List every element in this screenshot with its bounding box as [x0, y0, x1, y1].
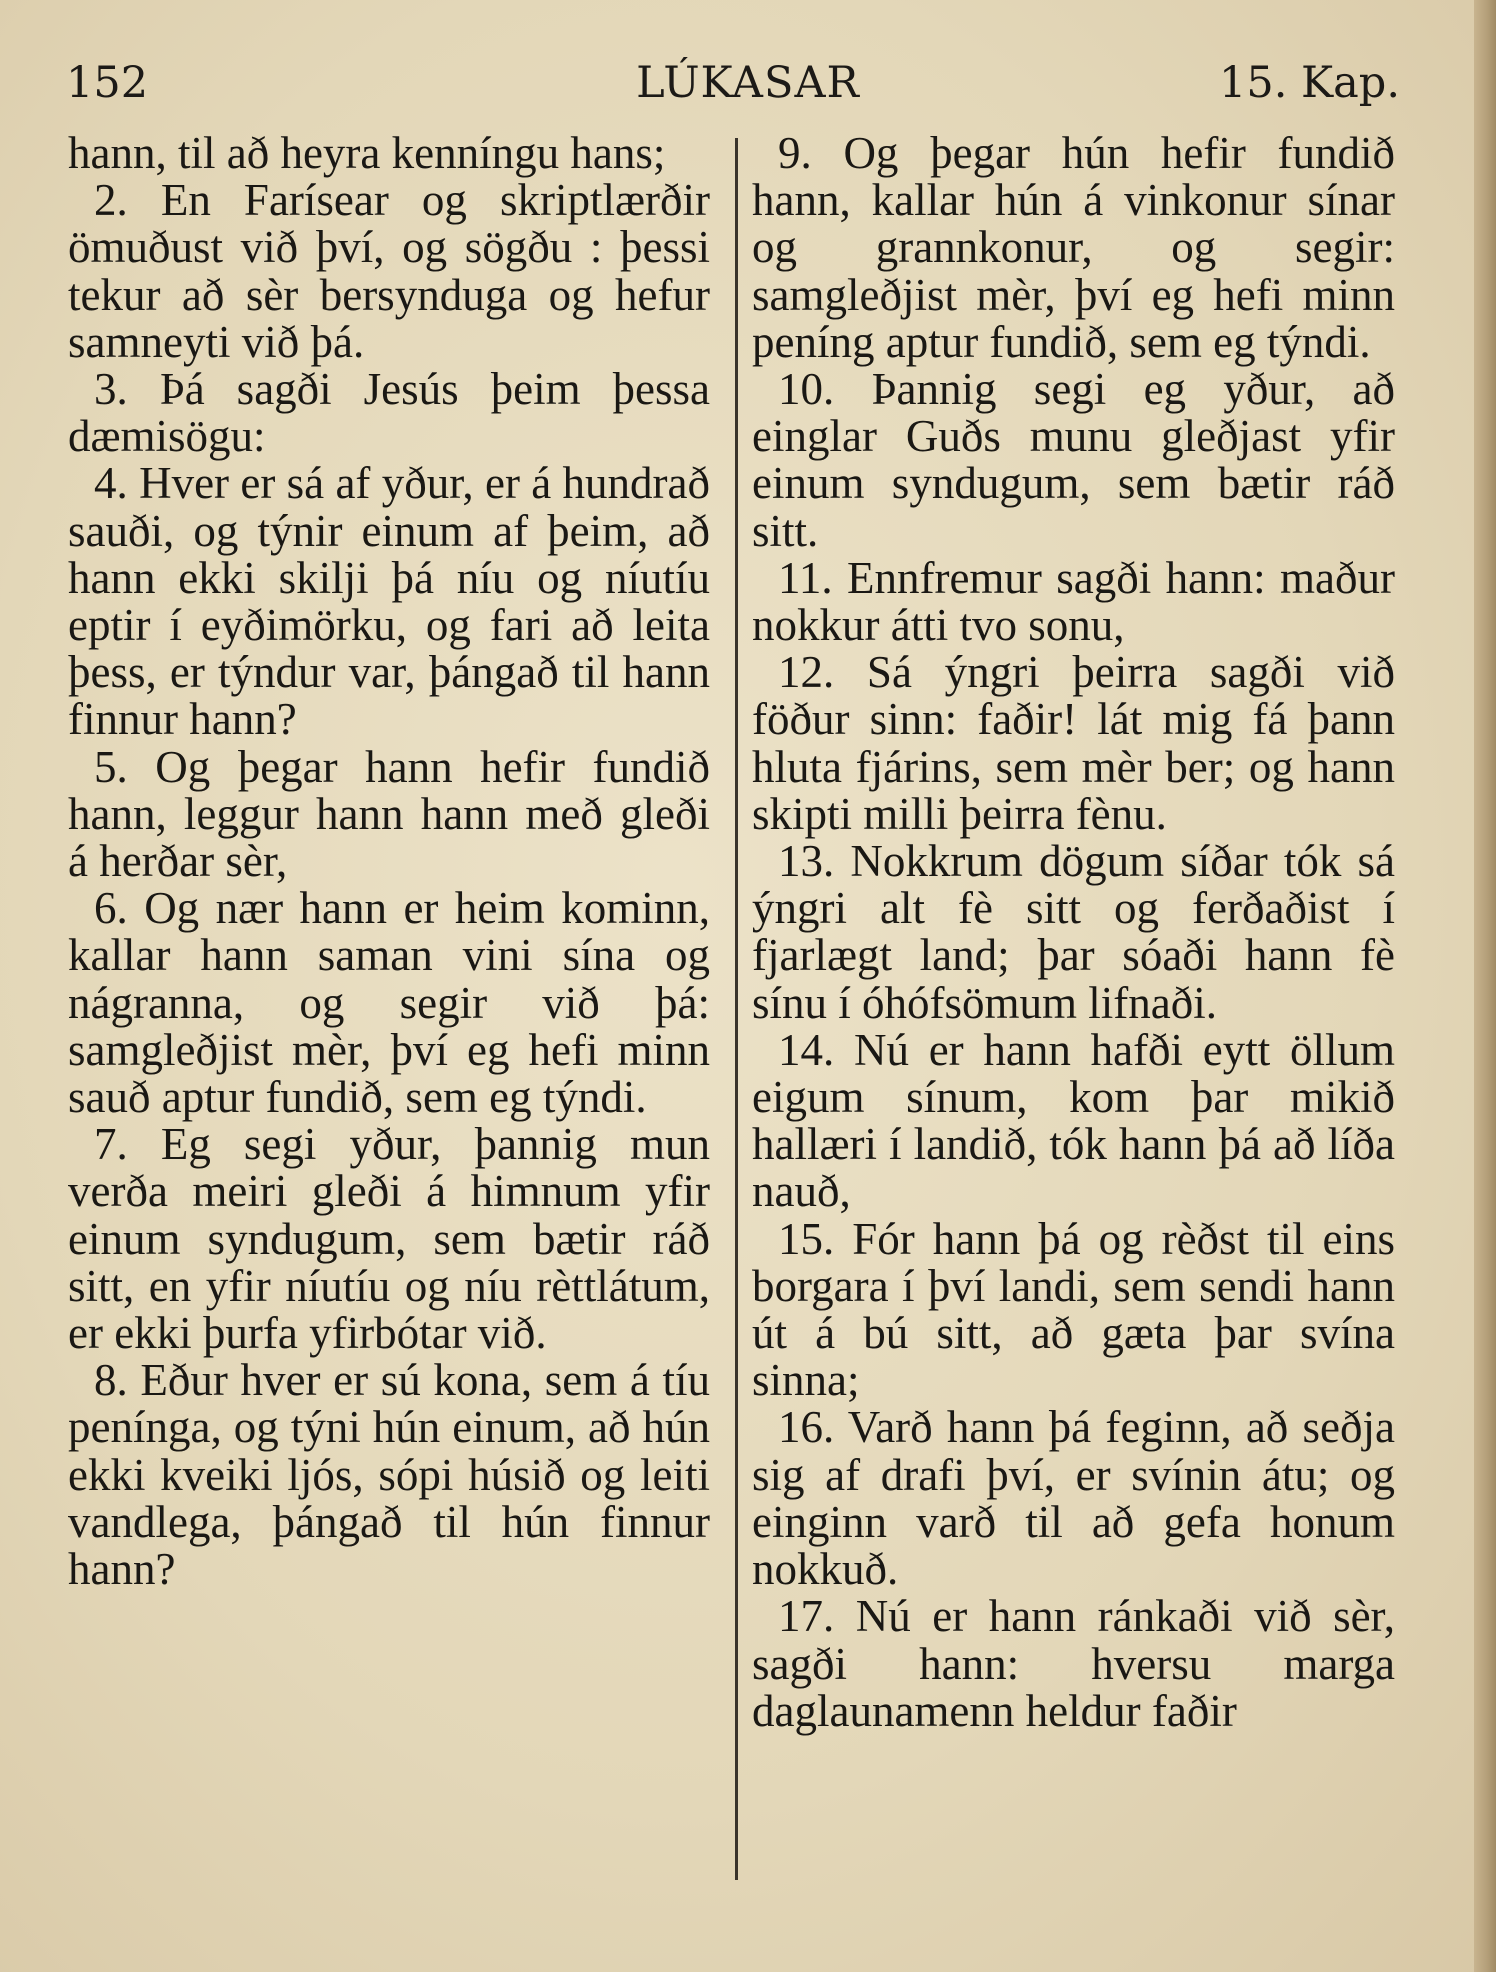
verse	[752, 649, 1395, 838]
verse-text: Og nær hann er heim kominn, kallar hann saman vini sína og nágranna, og segir við þá: samgleðjist mèr, því eg hefi minn sauð aptur fundið, sem eg týndi.	[68, 883, 710, 1123]
verse-number: 8.	[94, 1355, 128, 1406]
verse-number: 2.	[94, 175, 128, 226]
verse	[68, 1121, 710, 1357]
verse-number: 13.	[778, 836, 835, 887]
verse	[68, 741, 710, 887]
verse	[752, 1024, 1395, 1217]
running-title: LÚKASAR	[636, 58, 860, 108]
verse-text: Ennfremur sagði hann: maður nokkur átti tvo sonu,	[752, 552, 1395, 651]
verse-text: En Farísear og skriptlærðir ömuðust við því, og sögðu : þessi tekur að sèr bersynduga og hefur samneyti við þá.	[68, 175, 711, 367]
verse-number: 12.	[778, 647, 835, 698]
verse-number: 14.	[778, 1024, 835, 1075]
verse	[752, 130, 1395, 366]
left-column	[68, 130, 710, 1593]
verse	[752, 838, 1395, 1027]
verse-text: Eður hver er sú kona, sem á tíu penínga, og týni hún einum, að hún ekki kveiki ljós, sópi húsið og leiti vandlega, þángað til hún finnur hann?	[68, 1355, 711, 1595]
verse-number: 5.	[94, 741, 128, 792]
column-divider	[735, 138, 738, 1880]
verse-number: 17.	[778, 1591, 835, 1642]
verse-text: Fór hann þá og rèðst til eins borgara í því landi, sem sendi hann út á bú sitt, að gæta þar svína sinna;	[752, 1213, 1396, 1406]
verse	[752, 366, 1395, 555]
verse-number: 3.	[94, 364, 128, 415]
verse-number: 4.	[94, 458, 128, 509]
page-edge	[1474, 0, 1496, 1972]
verse-text: Þannig segi eg yður, að einglar Guðs munu gleðjast yfir einum syndugum, sem bætir ráð sitt.	[752, 364, 1396, 556]
verse-text: Nokkrum dögum síðar tók sá ýngri alt fè sitt og ferðaðist í fjarlægt land; þar sóaði hann fè sínu í óhófsömum lifnaði.	[752, 836, 1396, 1028]
verse-text: Þá sagði Jesús þeim þessa dæmisögu:	[68, 364, 711, 462]
verse	[68, 1357, 710, 1593]
verse	[752, 1593, 1395, 1735]
verse-text: Nú er hann ránkaði við sèr, sagði hann: hversu marga daglaunamenn heldur faðir	[752, 1591, 1395, 1736]
verse	[752, 1404, 1395, 1593]
chapter-label: 15. Kap.	[1218, 58, 1400, 108]
verse	[752, 552, 1395, 651]
verse-text: Eg segi yður, þannig mun verða meiri gleði á himnum yfir einum syndugum, sem bætir ráð sitt, en yfir níutíu og níu rèttlátum, er ekki þurfa yfirbótar við.	[68, 1119, 711, 1359]
verse-number: 7.	[94, 1119, 128, 1170]
verse	[68, 460, 710, 743]
verse-text: Varð hann þá feginn, að seðja sig af drafi því, er svínin átu; og einginn varð til að gefa honum nokkuð.	[752, 1402, 1395, 1595]
page-number: 152	[66, 58, 149, 108]
verse-number: 16.	[778, 1402, 835, 1453]
verse-text: Hver er sá af yður, er á hundrað sauði, og týnir einum af þeim, að hann ekki skilji þá níu og níutíu eptir í eyðimörku, og fari að leita þess, er týndur var, þángað til hann finnur hann?	[68, 458, 711, 745]
verse-text: Nú er hann hafði eytt öllum eigum sínum, kom þar mikið hallæri í landið, tók hann þá að líða nauð,	[752, 1024, 1395, 1217]
verse-continuation: hann, til að heyra kenníngu hans;	[68, 128, 666, 178]
verse-number: 9.	[778, 128, 812, 178]
verse	[68, 885, 710, 1121]
verse	[68, 177, 710, 366]
verse-text: Og þegar hann hefir fundið hann, leggur hann hann með gleði á herðar sèr,	[68, 741, 710, 887]
verse-text: Og þegar hún hefir fundið hann, kallar hún á vinkonur sínar og grannkonur, og segir: samgleðjist mèr, því eg hefi minn peníng aptur fundið, sem eg týndi.	[752, 128, 1396, 367]
verse-number: 6.	[94, 883, 128, 934]
verse	[68, 366, 710, 460]
right-column	[752, 130, 1395, 1735]
verse-number: 11.	[778, 552, 833, 603]
verse-text: Sá ýngri þeirra sagði við föður sinn: faðir! lát mig fá þann hluta fjárins, sem mèr ber; og hann skipti milli þeirra fènu.	[752, 647, 1395, 839]
verse	[752, 1213, 1396, 1406]
verse-number: 10.	[778, 364, 835, 415]
verse-number: 15.	[778, 1213, 835, 1264]
